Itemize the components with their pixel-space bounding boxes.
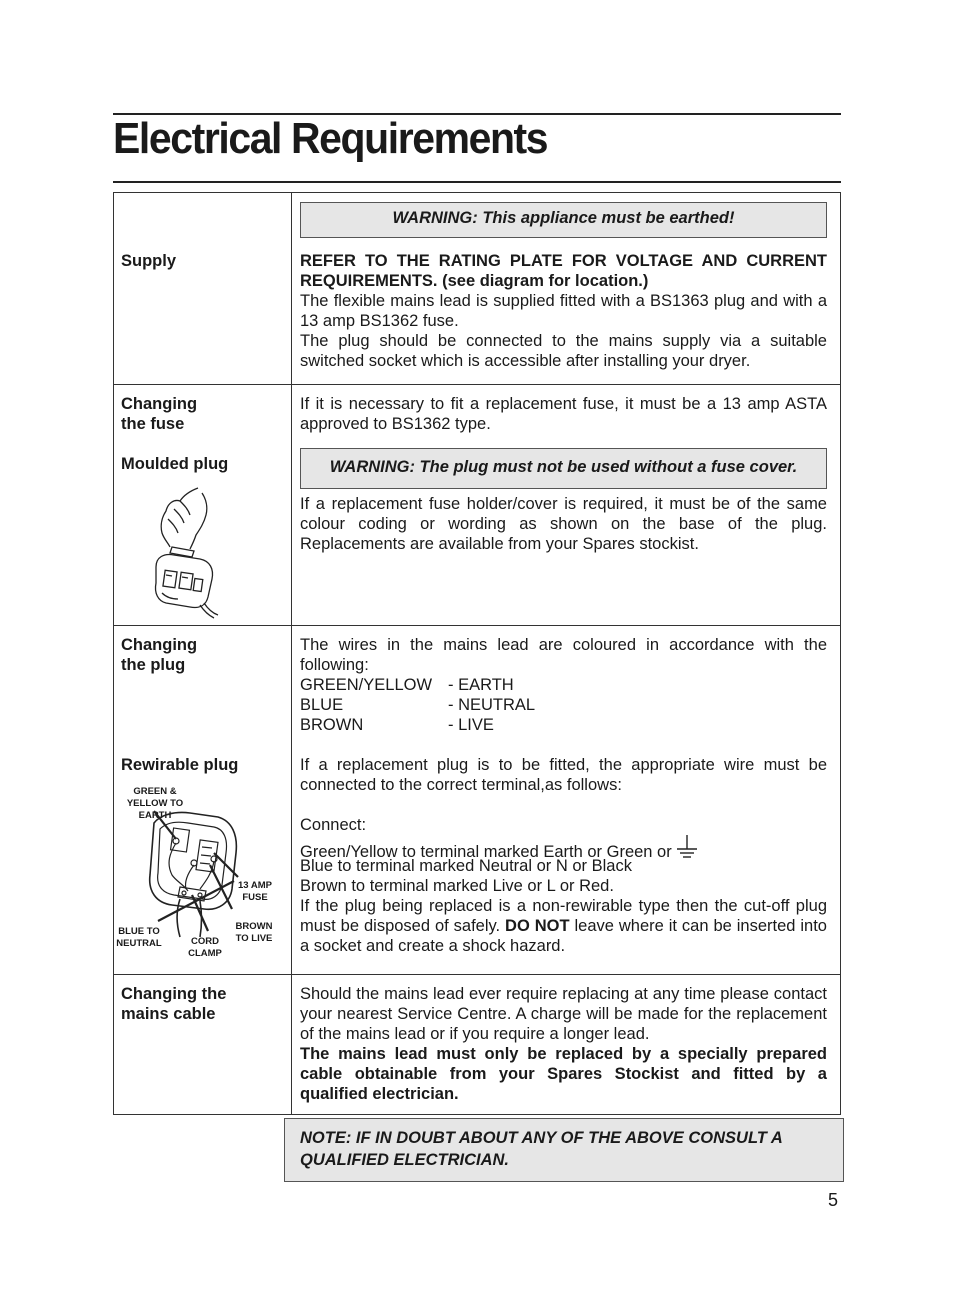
supply-lead-text: The flexible mains lead is supplied fitted with a BS1363 plug and with a 13 amp BS1362 fuse. <box>300 292 827 330</box>
live-terminal-label: BROWN TO LIVE <box>235 921 273 944</box>
rewirable-plug-diagram <box>114 781 277 971</box>
disposal-text: If the plug being replaced is a non-rewirable type then the cut-off plug must be disposed of safely. DO NOT leave where it can be inserted into a socket and create a shock hazard. <box>300 897 827 955</box>
fuse-holder-text: If a replacement fuse holder/cover is required, it must be of the same colour coding or wording as shown on the base of the plug. Replacements are available from your Spares stockist. <box>300 495 827 553</box>
page-title: Electrical Requirements <box>113 114 548 163</box>
cable-electrician-text: The mains lead must only be replaced by a specially prepared cable obtainable from your Spares Stockist and fitted by a qualified electrician. <box>300 1045 827 1103</box>
moulded-plug-illustration <box>150 485 230 620</box>
supply-label-cell <box>114 193 292 385</box>
note-box <box>284 1118 844 1182</box>
wire-colours-intro: The wires in the mains lead are coloured in accordance with the following: <box>300 636 827 674</box>
neutral-terminal-label: BLUE TO NEUTRAL <box>116 926 162 949</box>
supply-label: Supply <box>121 252 177 270</box>
note-text: NOTE: IF IN DOUBT ABOUT ANY OF THE ABOVE CONSULT A QUALIFIED ELECTRICIAN. <box>300 1129 783 1169</box>
connect-earth-line: Green/Yellow to terminal marked Earth or Green or <box>300 835 827 862</box>
replacement-plug-text: If a replacement plug is to be fitted, the appropriate wire must be connected to the correct terminal,as follows: <box>300 756 827 794</box>
rewirable-plug-label: Rewirable plug <box>121 756 239 774</box>
fuse-replacement-text: If it is necessary to fit a replacement fuse, it must be a 13 amp ASTA approved to BS1362 type. <box>300 395 827 433</box>
wire-row-earth: GREEN/YELLOW - EARTH <box>300 676 514 694</box>
cord-clamp-label: CORD CLAMP <box>188 936 222 959</box>
supply-row <box>114 193 841 385</box>
connect-neutral-line: Blue to terminal marked Neutral or N or Black <box>300 857 632 875</box>
plug-label-line1: Changing <box>121 636 198 654</box>
fuse-text-cell <box>292 385 841 626</box>
fuse-label-cell <box>114 385 292 626</box>
cable-row <box>114 975 841 1115</box>
wire-row-neutral: BLUE - NEUTRAL <box>300 696 536 714</box>
earthing-warning-box <box>300 202 827 238</box>
connect-heading: Connect: <box>300 816 367 834</box>
cable-label-line2: mains cable <box>121 1005 216 1023</box>
supply-text-cell <box>292 193 841 385</box>
cable-label-cell <box>114 975 292 1115</box>
fuse-cover-warning-box <box>300 448 827 489</box>
plug-row <box>114 626 841 975</box>
supply-socket-text: The plug should be connected to the mains supply via a suitable switched socket which is accessible after installing your dryer. <box>300 332 827 370</box>
plug-label-line2: the plug <box>121 656 186 674</box>
plug-text-cell <box>292 626 841 975</box>
page-number: 5 <box>828 1190 839 1210</box>
earth-terminal-label: GREEN & YELLOW TO EARTH <box>126 786 184 821</box>
fuse-cover-warning-text: WARNING: The plug must not be used without a fuse cover. <box>329 458 798 476</box>
do-not-emphasis: DO NOT <box>505 917 570 935</box>
rating-plate-heading: REFER TO THE RATING PLATE FOR VOLTAGE AND CURRENT REQUIREMENTS. (see diagram for location.) <box>300 252 827 290</box>
fuse-label-line1: Changing <box>121 395 198 413</box>
connect-live-line: Brown to terminal marked Live or L or Red. <box>300 877 614 895</box>
cable-text-cell <box>292 975 841 1115</box>
cable-label-line1: Changing the <box>121 985 227 1003</box>
earth-symbol-icon <box>676 835 698 861</box>
fuse-label-line2: the fuse <box>121 415 185 433</box>
plug-label-cell <box>114 626 292 975</box>
cable-replacement-text: Should the mains lead ever require replacing at any time please contact your nearest Service Centre. A charge will be made for the replacement of the mains lead or if you require a longer lead. <box>300 985 827 1043</box>
earthing-warning-text: WARNING: This appliance must be earthed! <box>392 209 735 227</box>
fuse-row <box>114 385 841 626</box>
fuse-13amp-label: 13 AMP FUSE <box>238 880 272 903</box>
title-underline <box>113 181 841 183</box>
requirements-table <box>113 192 841 1115</box>
wire-row-live: BROWN - LIVE <box>300 716 494 734</box>
moulded-plug-label: Moulded plug <box>121 455 229 473</box>
